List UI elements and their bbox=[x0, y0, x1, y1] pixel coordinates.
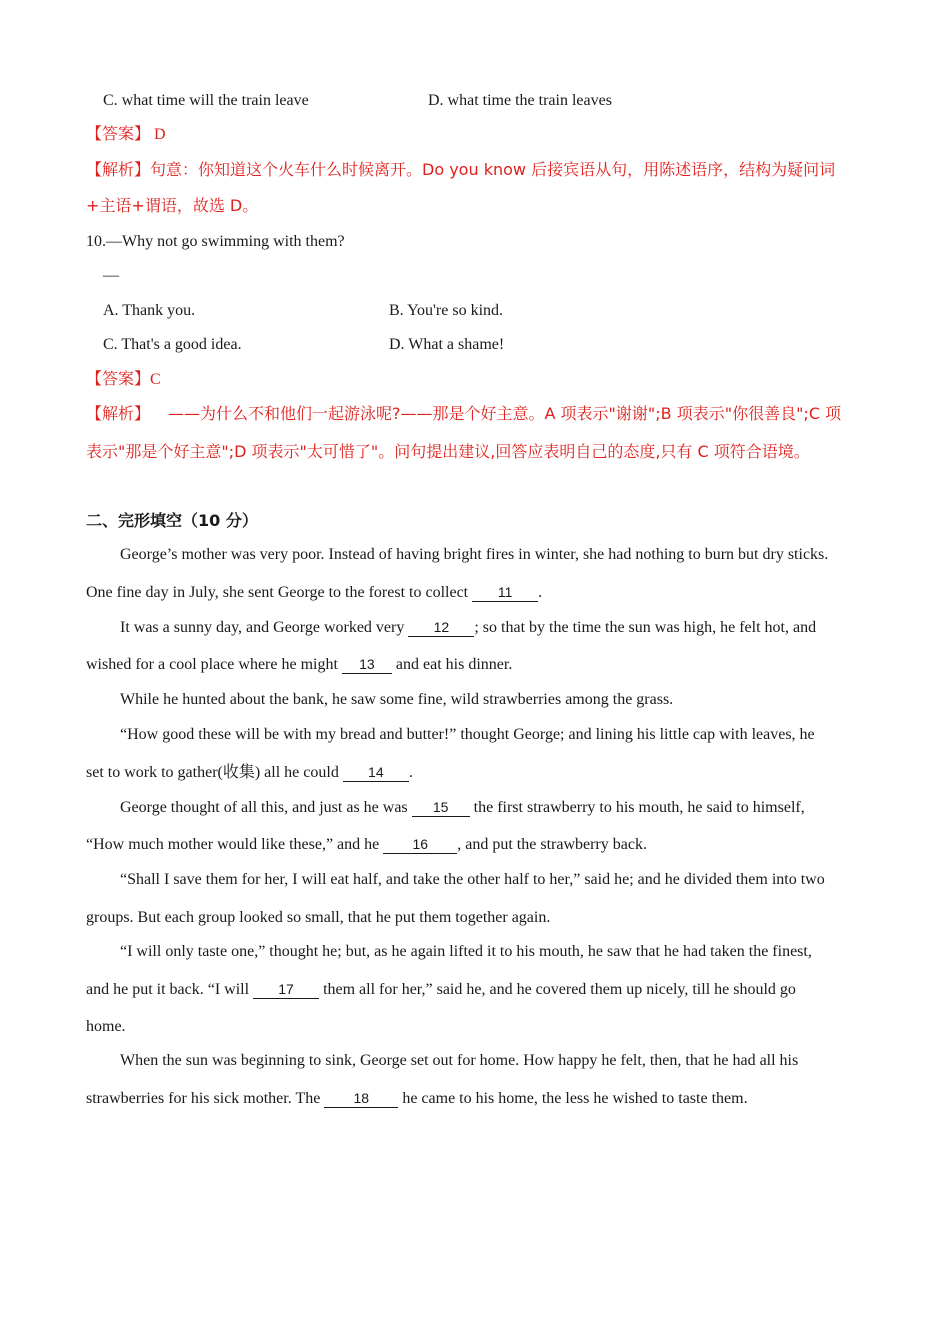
passage-line: “Shall I save them for her, I will eat half, and take the other half to her,” said he; and he divided them into two bbox=[120, 871, 825, 888]
passage-text: them all for her,” said he, and he covered them up nicely, till he should go bbox=[323, 981, 796, 998]
passage-text: One fine day in July, she sent George to the forest to collect bbox=[86, 584, 469, 601]
blank-13: 13 bbox=[342, 656, 392, 674]
blank-12: 12 bbox=[408, 619, 474, 637]
q10-option-d: D. What a shame! bbox=[389, 336, 505, 353]
passage-line bbox=[120, 618, 816, 638]
blank-11: 11 bbox=[472, 584, 538, 602]
passage-text: , and put the strawberry back. bbox=[457, 836, 647, 853]
passage-line: George’s mother was very poor. Instead of having bright fires in winter, she had nothing to burn but dry sticks. bbox=[120, 546, 829, 563]
blank-17: 17 bbox=[253, 981, 319, 999]
passage-line bbox=[120, 798, 805, 818]
answer-value: D bbox=[154, 126, 166, 143]
blank-18: 18 bbox=[324, 1090, 398, 1108]
passage-line bbox=[86, 835, 647, 855]
passage-text: and eat his dinner. bbox=[395, 656, 513, 673]
passage-text: ; so that by the time the sun was high, he felt hot, and bbox=[474, 619, 817, 636]
passage-text: . bbox=[408, 764, 413, 781]
q10-option-a: A. Thank you. bbox=[103, 302, 196, 319]
passage-line: “How good these will be with my bread and butter!” thought George; and lining his little cap with leaves, he bbox=[120, 726, 815, 743]
section-heading: 二、完形填空（10 分） bbox=[86, 511, 258, 530]
q10-analysis-line-2: 表示"那是个好主意";D 项表示"太可惜了"。问句提出建议,回答应表明自己的态度,只有 C 项符合语境。 bbox=[86, 442, 810, 461]
blank-14: 14 bbox=[343, 764, 409, 782]
passage-text: It was a sunny day, and George worked very bbox=[120, 619, 405, 636]
q9-analysis-line-2: +主语+谓语，故选 D。 bbox=[86, 196, 259, 215]
answer-label: 【答案】 bbox=[86, 124, 151, 143]
passage-line bbox=[86, 1089, 748, 1109]
passage-line: groups. But each group looked so small, that he put them together again. bbox=[86, 909, 551, 926]
q10-option-b: B. You're so kind. bbox=[389, 302, 504, 319]
passage-text: . bbox=[538, 584, 543, 601]
q9-analysis-line-1 bbox=[86, 160, 835, 181]
passage-text: “How much mother would like these,” and he bbox=[86, 836, 380, 853]
analysis-label: 【解析】 bbox=[86, 404, 151, 423]
passage-text: wished for a cool place where he might bbox=[86, 656, 338, 673]
passage-text: George thought of all this, and just as he was bbox=[120, 799, 408, 816]
q10-analysis-line-1 bbox=[86, 404, 841, 425]
answer-value: C bbox=[150, 371, 161, 388]
passage-line bbox=[86, 655, 512, 675]
answer-label: 【答案】 bbox=[86, 369, 151, 388]
passage-line: When the sun was beginning to sink, George set out for home. How happy he felt, then, that he had all his bbox=[120, 1052, 799, 1069]
passage-line bbox=[86, 980, 796, 1000]
analysis-label: 【解析】 bbox=[86, 160, 151, 179]
blank-16: 16 bbox=[383, 836, 457, 854]
q9-option-d: D. what time the train leaves bbox=[428, 92, 612, 109]
analysis-text: 句意：你知道这个火车什么时候离开。Do you know 后接宾语从句，用陈述语序，结构为疑问词 bbox=[150, 160, 836, 179]
passage-line bbox=[86, 763, 413, 783]
q10-reply-dash: — bbox=[103, 267, 119, 284]
passage-line: While he hunted about the bank, he saw some fine, wild strawberries among the grass. bbox=[120, 691, 674, 708]
passage-text: he came to his home, the less he wished to taste them. bbox=[402, 1090, 748, 1107]
q10-answer bbox=[86, 369, 161, 390]
passage-text: set to work to gather(收集) all he could bbox=[86, 764, 339, 781]
q9-option-c: C. what time will the train leave bbox=[103, 92, 309, 109]
passage-text: the first strawberry to his mouth, he said to himself, bbox=[473, 799, 805, 816]
passage-line: home. bbox=[86, 1018, 126, 1035]
passage-line bbox=[86, 583, 542, 603]
q10-option-c: C. That's a good idea. bbox=[103, 336, 242, 353]
blank-15: 15 bbox=[412, 799, 470, 817]
analysis-text: ——为什么不和他们一起游泳呢?——那是个好主意。A 项表示"谢谢";B 项表示"你很善良";C 项 bbox=[168, 404, 842, 423]
passage-text: strawberries for his sick mother. The bbox=[86, 1090, 321, 1107]
q9-answer bbox=[86, 124, 166, 145]
passage-text: and he put it back. “I will bbox=[86, 981, 250, 998]
q10-question: 10.—Why not go swimming with them? bbox=[86, 233, 345, 250]
passage-line: “I will only taste one,” thought he; but, as he again lifted it to his mouth, he saw that he had taken the finest, bbox=[120, 943, 812, 960]
